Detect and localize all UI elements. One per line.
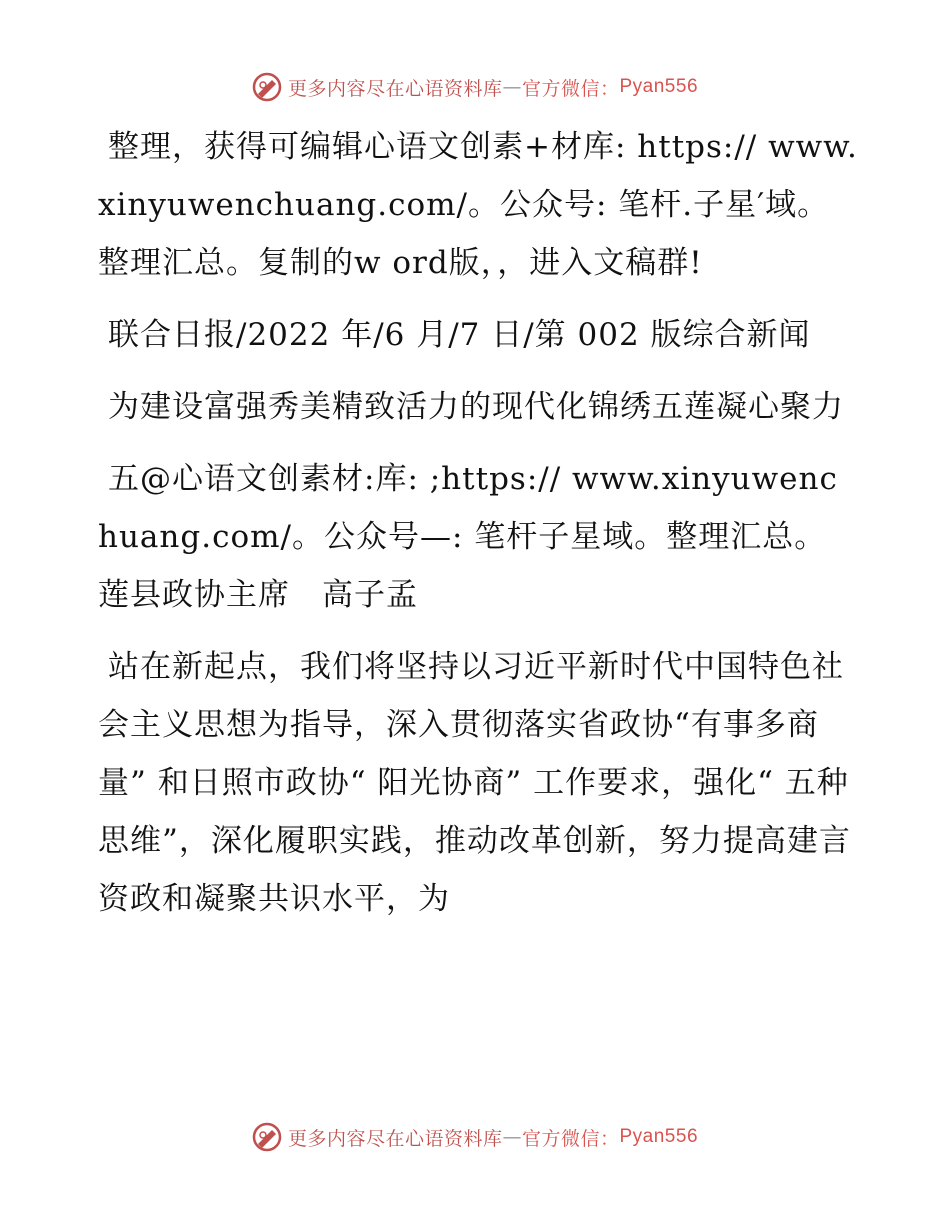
banner-sub-text: 官方微信：: [521, 77, 620, 100]
banner-main-text: 更多内容尽在心语资料库: [287, 1127, 503, 1150]
footer-banner: [0, 1122, 950, 1152]
banner-main-text: 更多内容尽在心语资料库: [287, 77, 503, 100]
banner-wechat-id: Pyan556: [619, 1126, 699, 1147]
banner-sub-text: 官方微信：: [521, 1127, 620, 1150]
banner-separator: —: [502, 76, 522, 98]
paragraph-body: 站在新起点，我们将坚持以习近平新时代中国特色社会主义思想为指导，深入贯彻落实省政协“有事多商量” 和日照市政协“ 阳光协商” 工作要求，强化“ 五种思维”，深化履职实践，推动改革创新，努力提高建言资政和凝聚共识水平，为: [98, 649, 851, 917]
header-banner: [0, 72, 950, 102]
brand-logo-icon: [252, 72, 282, 102]
paragraph-source: 联合日报/2022 年/6 月/7 日/第 002 版综合新闻: [108, 317, 811, 353]
article-title: 为建设富强秀美精致活力的现代化锦绣五莲凝心聚力: [108, 389, 844, 425]
banner-separator: —: [502, 1126, 522, 1148]
brand-logo-icon: [252, 1122, 282, 1152]
banner-wechat-id: Pyan556: [619, 76, 699, 97]
paragraph-author: 五@心语文创素材:库: ;https:// www.xinyuwenchuang.com/。公众号—: 笔杆子星域。整理汇总。莲县政协主席 高子孟: [98, 461, 838, 613]
paragraph-intro: 整理，获得可编辑心语文创素+材库: https:// www.xinyuwenchuang.com/。公众号: 笔杆.子星′域。整理汇总。复制的w ord版，，进入文稿群!: [98, 129, 858, 281]
document-body: [98, 118, 858, 942]
